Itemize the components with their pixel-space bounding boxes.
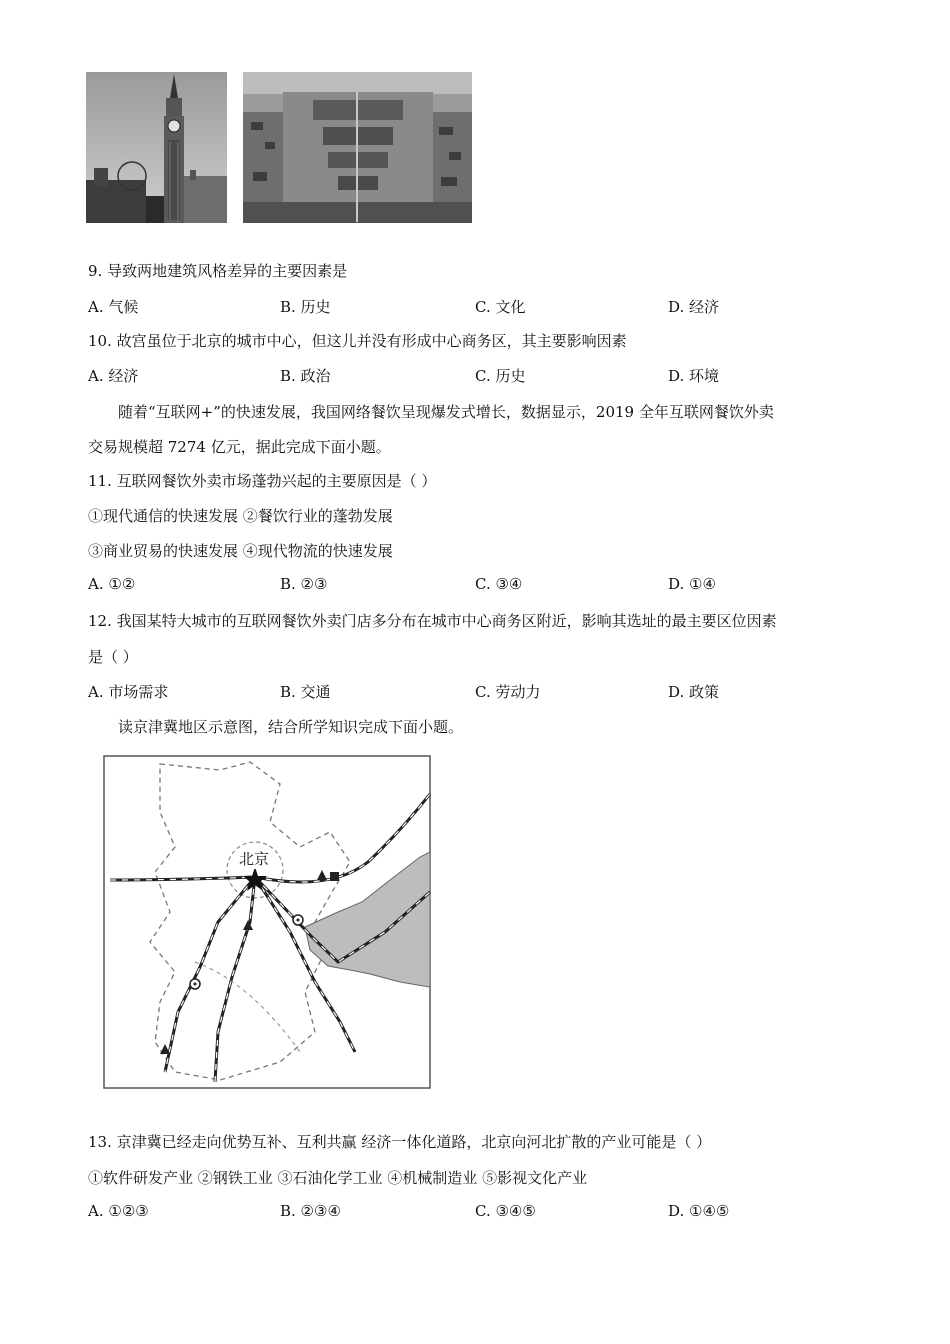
passage-internet-line2: 交易规模超 7274 亿元，据此完成下面小题。 [88, 438, 391, 456]
jing-jin-ji-map [100, 752, 435, 1092]
big-ben-photo [86, 72, 227, 223]
question-13-option-a: A. ①②③ [88, 1202, 149, 1220]
question-11-option-c: C. ③④ [475, 575, 523, 593]
question-9-stem: 9. 导致两地建筑风格差异的主要因素是 [88, 262, 348, 280]
question-12-option-b: B. 交通 [280, 683, 331, 701]
question-10-stem: 10. 故宫虽位于北京的城市中心，但这儿并没有形成中心商务区，其主要影响因素 [88, 332, 627, 350]
question-12-stem-line2: 是（ ） [88, 648, 138, 666]
question-10-option-a: A. 经济 [88, 367, 139, 385]
question-12-option-d: D. 政策 [668, 683, 720, 701]
question-13-option-c: C. ③④⑤ [475, 1202, 536, 1220]
question-12-option-c: C. 劳动力 [475, 683, 541, 701]
question-10-option-c: C. 历史 [475, 367, 526, 385]
question-10-option-b: B. 政治 [280, 367, 331, 385]
question-9-option-c: C. 文化 [475, 298, 526, 316]
map-label-beijing: 北京 [239, 850, 270, 868]
question-11-option-a: A. ①② [88, 575, 136, 593]
question-9-option-d: D. 经济 [668, 298, 720, 316]
question-11-option-d: D. ①④ [668, 575, 716, 593]
question-9-option-b: B. 历史 [280, 298, 331, 316]
forbidden-city-photo [243, 72, 472, 223]
passage-map-intro: 读京津冀地区示意图，结合所学知识完成下面小题。 [118, 718, 464, 736]
question-11-choices-line2: ③商业贸易的快速发展 ④现代物流的快速发展 [88, 542, 393, 560]
question-10-option-d: D. 环境 [668, 367, 720, 385]
question-9-option-a: A. 气候 [88, 298, 139, 316]
question-11-option-b: B. ②③ [280, 575, 328, 593]
question-11-stem: 11. 互联网餐饮外卖市场蓬勃兴起的主要原因是（ ） [88, 472, 437, 490]
question-13-option-b: B. ②③④ [280, 1202, 341, 1220]
question-12-option-a: A. 市场需求 [88, 683, 169, 701]
question-12-stem-line1: 12. 我国某特大城市的互联网餐饮外卖门店多分布在城市中心商务区附近，影响其选址的最主要区位因素 [88, 612, 777, 630]
question-13-stem: 13. 京津冀已经走向优势互补、互利共赢 经济一体化道路，北京向河北扩散的产业可能是（ ） [88, 1133, 712, 1151]
question-13-choices: ①软件研发产业 ②钢铁工业 ③石油化学工业 ④机械制造业 ⑤影视文化产业 [88, 1169, 588, 1187]
question-11-choices-line1: ①现代通信的快速发展 ②餐饮行业的蓬勃发展 [88, 507, 393, 525]
question-13-option-d: D. ①④⑤ [668, 1202, 730, 1220]
passage-internet-line1: 随着“互联网+”的快速发展，我国网络餐饮呈现爆发式增长，数据显示，2019 全年互联网餐饮外卖 [118, 403, 774, 421]
